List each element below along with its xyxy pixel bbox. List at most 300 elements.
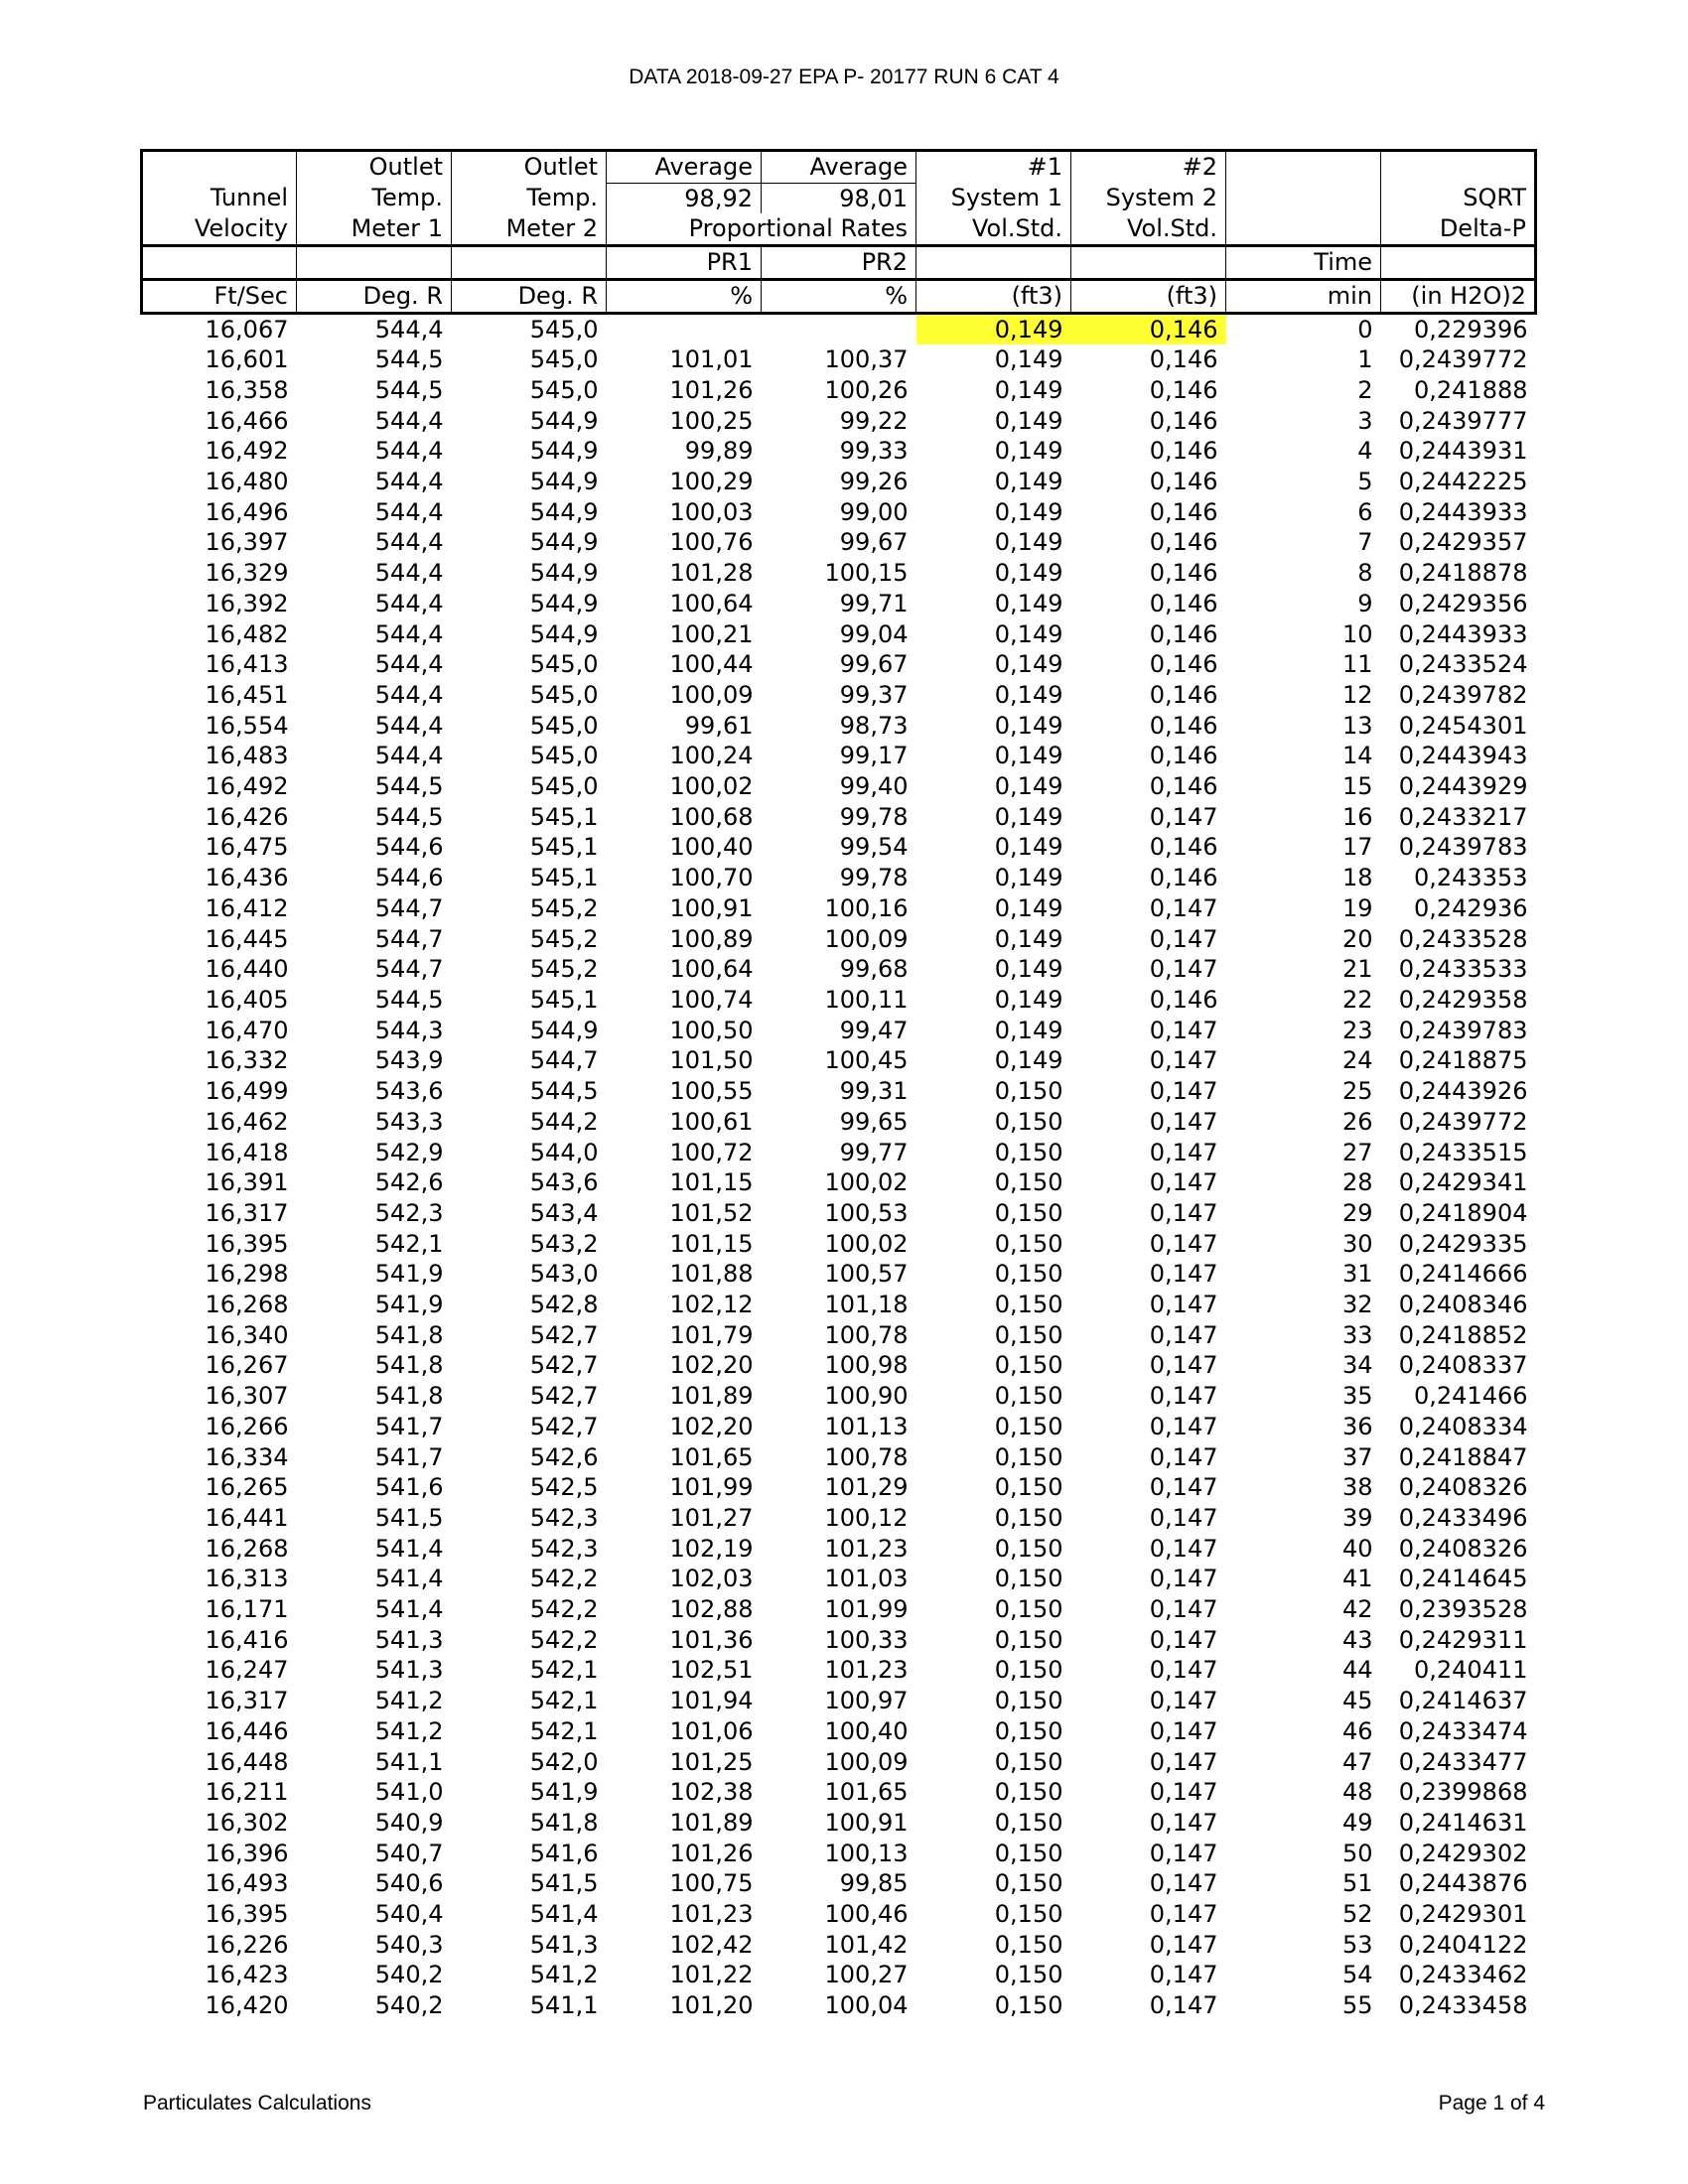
table-header xyxy=(142,151,1536,314)
table-cell: 16,340 xyxy=(205,1320,289,1349)
table-cell: 0,149 xyxy=(994,650,1063,679)
header-cell: Vol.Std. xyxy=(1071,213,1226,245)
header-cell: Deg. R xyxy=(297,279,452,313)
table-row xyxy=(142,1259,1536,1290)
table-cell: 541,2 xyxy=(529,1961,599,1989)
table-cell: 0,146 xyxy=(1149,437,1218,466)
table-cell xyxy=(762,313,916,344)
table-cell: 0,146 xyxy=(1149,680,1218,709)
table-cell: 99,22 xyxy=(839,406,909,435)
table-cell: 100,72 xyxy=(669,1138,754,1166)
table-cell: 101,89 xyxy=(669,1382,754,1411)
table-cell: 102,19 xyxy=(669,1534,754,1563)
table-cell: 101,52 xyxy=(669,1198,754,1227)
table-cell: 0,147 xyxy=(1149,1534,1218,1563)
header-cell: PR2 xyxy=(762,246,916,280)
table-row xyxy=(142,832,1536,863)
table-cell: 0,149 xyxy=(994,406,1063,435)
table-cell: 542,3 xyxy=(529,1534,599,1563)
table-cell: 0,2443933 xyxy=(1398,619,1528,648)
header-cell: Temp. xyxy=(452,183,607,213)
table-cell: 16,226 xyxy=(205,1930,289,1959)
header-cell xyxy=(1226,183,1381,213)
table-cell: 0,149 xyxy=(994,985,1063,1014)
table-cell: 540,4 xyxy=(374,1900,444,1929)
table-cell: 542,9 xyxy=(374,1138,444,1166)
table-cell: 544,5 xyxy=(374,985,444,1014)
table-cell: 100,78 xyxy=(824,1442,909,1471)
table-cell: 0,147 xyxy=(1149,1747,1218,1776)
table-row xyxy=(142,527,1536,558)
table-cell: 0,2418852 xyxy=(1398,1320,1528,1349)
table-cell: 100,97 xyxy=(824,1687,909,1715)
header-cell xyxy=(1381,246,1536,280)
table-cell: 545,0 xyxy=(529,711,599,740)
table-cell: 16,247 xyxy=(205,1656,289,1685)
table-cell: 16,416 xyxy=(205,1625,289,1654)
table-cell: 37 xyxy=(1341,1442,1373,1471)
table-cell: 0,229396 xyxy=(1413,315,1528,343)
table-row xyxy=(142,497,1536,528)
table-cell: 0,2429302 xyxy=(1398,1839,1528,1867)
table-cell: 100,24 xyxy=(669,742,754,770)
header-cell: Ft/Sec xyxy=(142,279,297,313)
table-cell: 0,2399868 xyxy=(1398,1778,1528,1807)
table-cell: 0,147 xyxy=(1149,1260,1218,1289)
table-cell: 542,7 xyxy=(529,1320,599,1349)
table-cell: 100,91 xyxy=(824,1808,909,1837)
table-cell: 0,2418847 xyxy=(1398,1442,1528,1471)
table-cell: 0,150 xyxy=(994,1198,1063,1227)
table-cell: 30 xyxy=(1341,1229,1373,1258)
header-cell: (ft3) xyxy=(1071,279,1226,313)
table-cell: 0,2418904 xyxy=(1398,1198,1528,1227)
table-cell: 545,0 xyxy=(529,650,599,679)
table-cell: 0,2429358 xyxy=(1398,985,1528,1014)
table-cell: 99,68 xyxy=(839,955,909,984)
table-cell: 16,313 xyxy=(205,1565,289,1593)
table-cell: 100,02 xyxy=(824,1229,909,1258)
table-cell: 0,147 xyxy=(1149,1320,1218,1349)
table-cell: 43 xyxy=(1341,1625,1373,1654)
table-cell: 544,7 xyxy=(529,1046,599,1075)
table-cell: 54 xyxy=(1341,1961,1373,1989)
table-cell: 3 xyxy=(1357,406,1373,435)
table-cell: 0,2429311 xyxy=(1398,1625,1528,1654)
table-cell: 544,9 xyxy=(529,406,599,435)
table-cell: 101,01 xyxy=(669,345,754,374)
table-cell: 100,33 xyxy=(824,1625,909,1654)
table-cell: 0,150 xyxy=(994,1839,1063,1867)
table-cell: 99,04 xyxy=(839,619,909,648)
table-cell: 0,146 xyxy=(1149,497,1218,526)
table-cell: 16,445 xyxy=(205,924,289,953)
table-cell: 10 xyxy=(1341,619,1373,648)
table-cell: 101,99 xyxy=(824,1595,909,1624)
table-cell: 100,75 xyxy=(669,1869,754,1898)
table-cell: 0,2442225 xyxy=(1398,468,1528,496)
table-cell: 543,3 xyxy=(374,1107,444,1136)
table-row xyxy=(142,619,1536,650)
table-cell: 16,332 xyxy=(205,1046,289,1075)
header-cell: 98,01 xyxy=(762,183,916,213)
table-row xyxy=(142,1107,1536,1138)
table-cell: 100,40 xyxy=(669,833,754,862)
table-cell: 0,2443931 xyxy=(1398,437,1528,466)
table-cell: 541,4 xyxy=(529,1900,599,1929)
table-cell: 0,2433458 xyxy=(1398,1991,1528,2020)
table-cell: 540,9 xyxy=(374,1808,444,1837)
table-cell: 544,4 xyxy=(374,711,444,740)
table-cell: 0,150 xyxy=(994,1442,1063,1471)
header-cell xyxy=(142,246,297,280)
table-cell: 544,5 xyxy=(374,375,444,404)
table-cell: 542,6 xyxy=(529,1442,599,1471)
table-cell: 0,147 xyxy=(1149,1869,1218,1898)
table-cell: 0,2433474 xyxy=(1398,1716,1528,1745)
table-cell: 100,37 xyxy=(824,345,909,374)
table-cell: 543,9 xyxy=(374,1046,444,1075)
table-cell: 16,499 xyxy=(205,1077,289,1106)
table-cell: 101,18 xyxy=(824,1291,909,1319)
table-row xyxy=(142,1839,1536,1869)
table-cell: 16,492 xyxy=(205,772,289,801)
table-cell: 0,150 xyxy=(994,1869,1063,1898)
table-cell: 99,78 xyxy=(839,802,909,831)
table-cell: 0,146 xyxy=(1149,375,1218,404)
table-cell: 0,2429341 xyxy=(1398,1168,1528,1197)
table-cell: 0,149 xyxy=(994,680,1063,709)
table-cell: 52 xyxy=(1341,1900,1373,1929)
table-cell: 544,9 xyxy=(529,559,599,588)
table-row xyxy=(142,1350,1536,1381)
table-cell: 544,6 xyxy=(374,864,444,892)
table-cell: 0,147 xyxy=(1149,1351,1218,1380)
header-cell: Outlet xyxy=(452,151,607,184)
table-cell: 0,242936 xyxy=(1413,893,1528,922)
table-cell: 543,6 xyxy=(529,1168,599,1197)
table-cell: 16,492 xyxy=(205,437,289,466)
table-cell: 40 xyxy=(1341,1534,1373,1563)
table-cell: 543,4 xyxy=(529,1198,599,1227)
header-cell xyxy=(1071,246,1226,280)
table-cell: 0,243353 xyxy=(1413,864,1528,892)
table-cell: 27 xyxy=(1341,1138,1373,1166)
table-cell: 544,4 xyxy=(374,589,444,617)
table-cell: 16,451 xyxy=(205,680,289,709)
table-cell: 0,147 xyxy=(1149,1625,1218,1654)
table-cell: 102,88 xyxy=(669,1595,754,1624)
table-cell: 102,20 xyxy=(669,1351,754,1380)
table-cell: 0,2439772 xyxy=(1398,345,1528,374)
header-cell xyxy=(1381,151,1536,184)
table-cell: 99,00 xyxy=(839,497,909,526)
table-row xyxy=(142,1899,1536,1930)
table-cell: 100,15 xyxy=(824,559,909,588)
table-cell: 0,150 xyxy=(994,1778,1063,1807)
header-cell xyxy=(452,246,607,280)
table-row xyxy=(142,1229,1536,1260)
header-cell: % xyxy=(607,279,762,313)
table-cell: 0,2418875 xyxy=(1398,1046,1528,1075)
table-cell: 100,70 xyxy=(669,864,754,892)
table-row xyxy=(142,1320,1536,1351)
table-cell: 0,2433515 xyxy=(1398,1138,1528,1166)
table-cell: 542,3 xyxy=(529,1503,599,1532)
table-row xyxy=(142,1138,1536,1168)
table-cell: 0,147 xyxy=(1149,1961,1218,1989)
table-cell: 0,149 xyxy=(994,955,1063,984)
table-row xyxy=(142,954,1536,985)
table-cell: 0,147 xyxy=(1149,1503,1218,1532)
table-cell: 41 xyxy=(1341,1565,1373,1593)
table-cell: 0,149 xyxy=(994,742,1063,770)
table-cell: 16,441 xyxy=(205,1503,289,1532)
table-cell: 542,5 xyxy=(529,1473,599,1502)
table-cell: 0,150 xyxy=(994,1229,1063,1258)
table-cell: 44 xyxy=(1341,1656,1373,1685)
table-cell: 0,150 xyxy=(994,1503,1063,1532)
table-cell: 0,150 xyxy=(994,1565,1063,1593)
table-cell: 541,8 xyxy=(529,1808,599,1837)
table-cell: 0,150 xyxy=(994,1168,1063,1197)
table-cell: 541,5 xyxy=(374,1503,444,1532)
header-cell: Delta-P xyxy=(1381,213,1536,245)
table-cell: 0,149 xyxy=(994,437,1063,466)
table-cell: 21 xyxy=(1341,955,1373,984)
table-cell: 0,150 xyxy=(994,1716,1063,1745)
table-cell: 545,0 xyxy=(529,680,599,709)
table-row xyxy=(142,1472,1536,1503)
table-cell: 0,150 xyxy=(994,1961,1063,1989)
table-cell: 0,150 xyxy=(994,1656,1063,1685)
table-cell: 101,28 xyxy=(669,559,754,588)
table-cell: 0,2439783 xyxy=(1398,1016,1528,1044)
table-cell: 0,2429335 xyxy=(1398,1229,1528,1258)
table-cell: 99,67 xyxy=(839,528,909,557)
table-cell: 16,496 xyxy=(205,497,289,526)
table-cell: 542,6 xyxy=(374,1168,444,1197)
header-cell: Temp. xyxy=(297,183,452,213)
table-cell: 23 xyxy=(1341,1016,1373,1044)
table-cell: 39 xyxy=(1341,1503,1373,1532)
table-cell: 0,147 xyxy=(1149,1138,1218,1166)
table-cell: 542,1 xyxy=(529,1687,599,1715)
table-cell: 544,9 xyxy=(529,528,599,557)
table-cell: 100,09 xyxy=(669,680,754,709)
table-cell: 545,1 xyxy=(529,802,599,831)
table-cell: 0,146 xyxy=(1149,985,1218,1014)
table-cell: 26 xyxy=(1341,1107,1373,1136)
table-cell: 33 xyxy=(1341,1320,1373,1349)
table-cell: 101,06 xyxy=(669,1716,754,1745)
table-cell: 544,5 xyxy=(374,802,444,831)
header-cell: Average xyxy=(607,151,762,184)
table-cell: 101,50 xyxy=(669,1046,754,1075)
table-cell: 0,150 xyxy=(994,1138,1063,1166)
table-cell: 16,420 xyxy=(205,1991,289,2020)
table-cell: 100,09 xyxy=(824,924,909,953)
table-cell: 0,149 xyxy=(994,802,1063,831)
table-cell: 542,3 xyxy=(374,1198,444,1227)
table-cell: 42 xyxy=(1341,1595,1373,1624)
table-cell: 16,317 xyxy=(205,1687,289,1715)
table-cell: 16,067 xyxy=(205,315,289,343)
table-cell: 16,493 xyxy=(205,1869,289,1898)
table-row xyxy=(142,1381,1536,1412)
table-cell: 0,147 xyxy=(1149,1595,1218,1624)
table-cell: 543,0 xyxy=(529,1260,599,1289)
table-cell: 541,9 xyxy=(374,1291,444,1319)
table-cell: 541,2 xyxy=(374,1716,444,1745)
table-cell: 0,2429301 xyxy=(1398,1900,1528,1929)
table-cell: 545,2 xyxy=(529,955,599,984)
table-cell: 0,146 xyxy=(1071,313,1226,344)
table-cell: 16,395 xyxy=(205,1229,289,1258)
table-cell: 102,03 xyxy=(669,1565,754,1593)
table-cell: 0,147 xyxy=(1149,1808,1218,1837)
header-cell: System 1 xyxy=(916,183,1071,213)
table-cell: 0,149 xyxy=(994,833,1063,862)
table-cell: 101,89 xyxy=(669,1808,754,1837)
table-row xyxy=(142,863,1536,893)
table-cell: 0,147 xyxy=(1149,1107,1218,1136)
table-cell: 16,266 xyxy=(205,1412,289,1440)
table-cell: 5 xyxy=(1357,468,1373,496)
table-cell: 540,2 xyxy=(374,1961,444,1989)
table-body xyxy=(142,313,1536,2021)
table-cell: 28 xyxy=(1341,1168,1373,1197)
header-cell: Proportional Rates xyxy=(607,213,916,245)
table-row xyxy=(142,985,1536,1016)
table-cell: 16,482 xyxy=(205,619,289,648)
table-cell: 100,12 xyxy=(824,1503,909,1532)
table-cell: 7 xyxy=(1357,528,1373,557)
table-cell: 100,76 xyxy=(669,528,754,557)
header-cell xyxy=(916,246,1071,280)
table-row xyxy=(142,1534,1536,1565)
table-cell: 100,45 xyxy=(824,1046,909,1075)
table-row xyxy=(142,467,1536,497)
table-cell: 8 xyxy=(1357,559,1373,588)
header-cell: Velocity xyxy=(142,213,297,245)
table-cell: 101,26 xyxy=(669,1839,754,1867)
table-cell: 544,4 xyxy=(374,559,444,588)
table-cell: 99,47 xyxy=(839,1016,909,1044)
table-cell: 545,1 xyxy=(529,833,599,862)
table-row xyxy=(142,924,1536,955)
table-cell: 541,0 xyxy=(374,1778,444,1807)
table-cell: 16,268 xyxy=(205,1534,289,1563)
table-cell: 0,149 xyxy=(916,313,1071,344)
table-row xyxy=(142,1777,1536,1808)
table-cell: 544,9 xyxy=(529,589,599,617)
table-cell: 100,04 xyxy=(824,1991,909,2020)
table-row xyxy=(142,1625,1536,1656)
table-cell: 544,9 xyxy=(529,437,599,466)
table-cell: 101,65 xyxy=(824,1778,909,1807)
table-cell: 0,146 xyxy=(1149,589,1218,617)
table-cell: 101,42 xyxy=(824,1930,909,1959)
table-cell: 544,4 xyxy=(374,315,444,343)
table-cell: 99,31 xyxy=(839,1077,909,1106)
table-cell: 542,7 xyxy=(529,1412,599,1440)
table-cell: 0,146 xyxy=(1149,864,1218,892)
table-cell: 545,2 xyxy=(529,893,599,922)
table-cell: 16,480 xyxy=(205,468,289,496)
table-cell: 0,147 xyxy=(1149,1198,1218,1227)
table-cell: 0,147 xyxy=(1149,1077,1218,1106)
table-cell: 0,149 xyxy=(994,864,1063,892)
table-cell: 11 xyxy=(1341,650,1373,679)
table-cell: 18 xyxy=(1341,864,1373,892)
table-cell: 544,4 xyxy=(374,497,444,526)
header-cell xyxy=(297,246,452,280)
table-cell: 541,2 xyxy=(374,1687,444,1715)
table-cell: 14 xyxy=(1341,742,1373,770)
table-cell: 544,5 xyxy=(529,1077,599,1106)
table-row xyxy=(142,313,1536,344)
table-cell: 101,23 xyxy=(824,1534,909,1563)
table-cell: 0,146 xyxy=(1149,833,1218,862)
header-cell: min xyxy=(1226,279,1381,313)
table-cell: 16,466 xyxy=(205,406,289,435)
table-cell: 542,7 xyxy=(529,1351,599,1380)
table-cell: 544,4 xyxy=(374,650,444,679)
table-cell: 55 xyxy=(1341,1991,1373,2020)
table-cell: 0,147 xyxy=(1149,1412,1218,1440)
table-cell: 100,11 xyxy=(824,985,909,1014)
table-cell: 0,2393528 xyxy=(1398,1595,1528,1624)
table-row xyxy=(142,741,1536,771)
table-cell: 101,29 xyxy=(824,1473,909,1502)
table-cell: 100,13 xyxy=(824,1839,909,1867)
table-cell: 0,2439772 xyxy=(1398,1107,1528,1136)
table-cell: 544,7 xyxy=(374,893,444,922)
table-cell: 100,40 xyxy=(824,1716,909,1745)
table-cell: 542,2 xyxy=(529,1625,599,1654)
table-cell: 16,426 xyxy=(205,802,289,831)
table-cell: 0,150 xyxy=(994,1534,1063,1563)
table-cell: 542,2 xyxy=(529,1595,599,1624)
table-cell: 0,2414666 xyxy=(1398,1260,1528,1289)
table-cell: 544,2 xyxy=(529,1107,599,1136)
table-cell: 100,02 xyxy=(669,772,754,801)
table-cell: 541,1 xyxy=(374,1747,444,1776)
table-cell: 16,302 xyxy=(205,1808,289,1837)
table-cell: 0,149 xyxy=(994,468,1063,496)
table-cell: 540,3 xyxy=(374,1930,444,1959)
table-row xyxy=(142,1808,1536,1839)
table-cell: 0,147 xyxy=(1149,1291,1218,1319)
table-row xyxy=(142,1290,1536,1320)
table-cell: 100,91 xyxy=(669,893,754,922)
table-cell: 101,88 xyxy=(669,1260,754,1289)
table-cell: 0,147 xyxy=(1149,1168,1218,1197)
header-row-4 xyxy=(142,246,1536,280)
table-cell: 0,146 xyxy=(1149,528,1218,557)
table-cell: 0,147 xyxy=(1149,1687,1218,1715)
table-cell: 0,241466 xyxy=(1413,1382,1528,1411)
header-cell: Time xyxy=(1226,246,1381,280)
table-cell: 31 xyxy=(1341,1260,1373,1289)
table-cell: 542,2 xyxy=(529,1565,599,1593)
table-cell: 542,7 xyxy=(529,1382,599,1411)
table-row xyxy=(142,1930,1536,1961)
table-cell: 545,0 xyxy=(529,375,599,404)
header-row-5 xyxy=(142,279,1536,313)
table-cell: 544,5 xyxy=(374,345,444,374)
